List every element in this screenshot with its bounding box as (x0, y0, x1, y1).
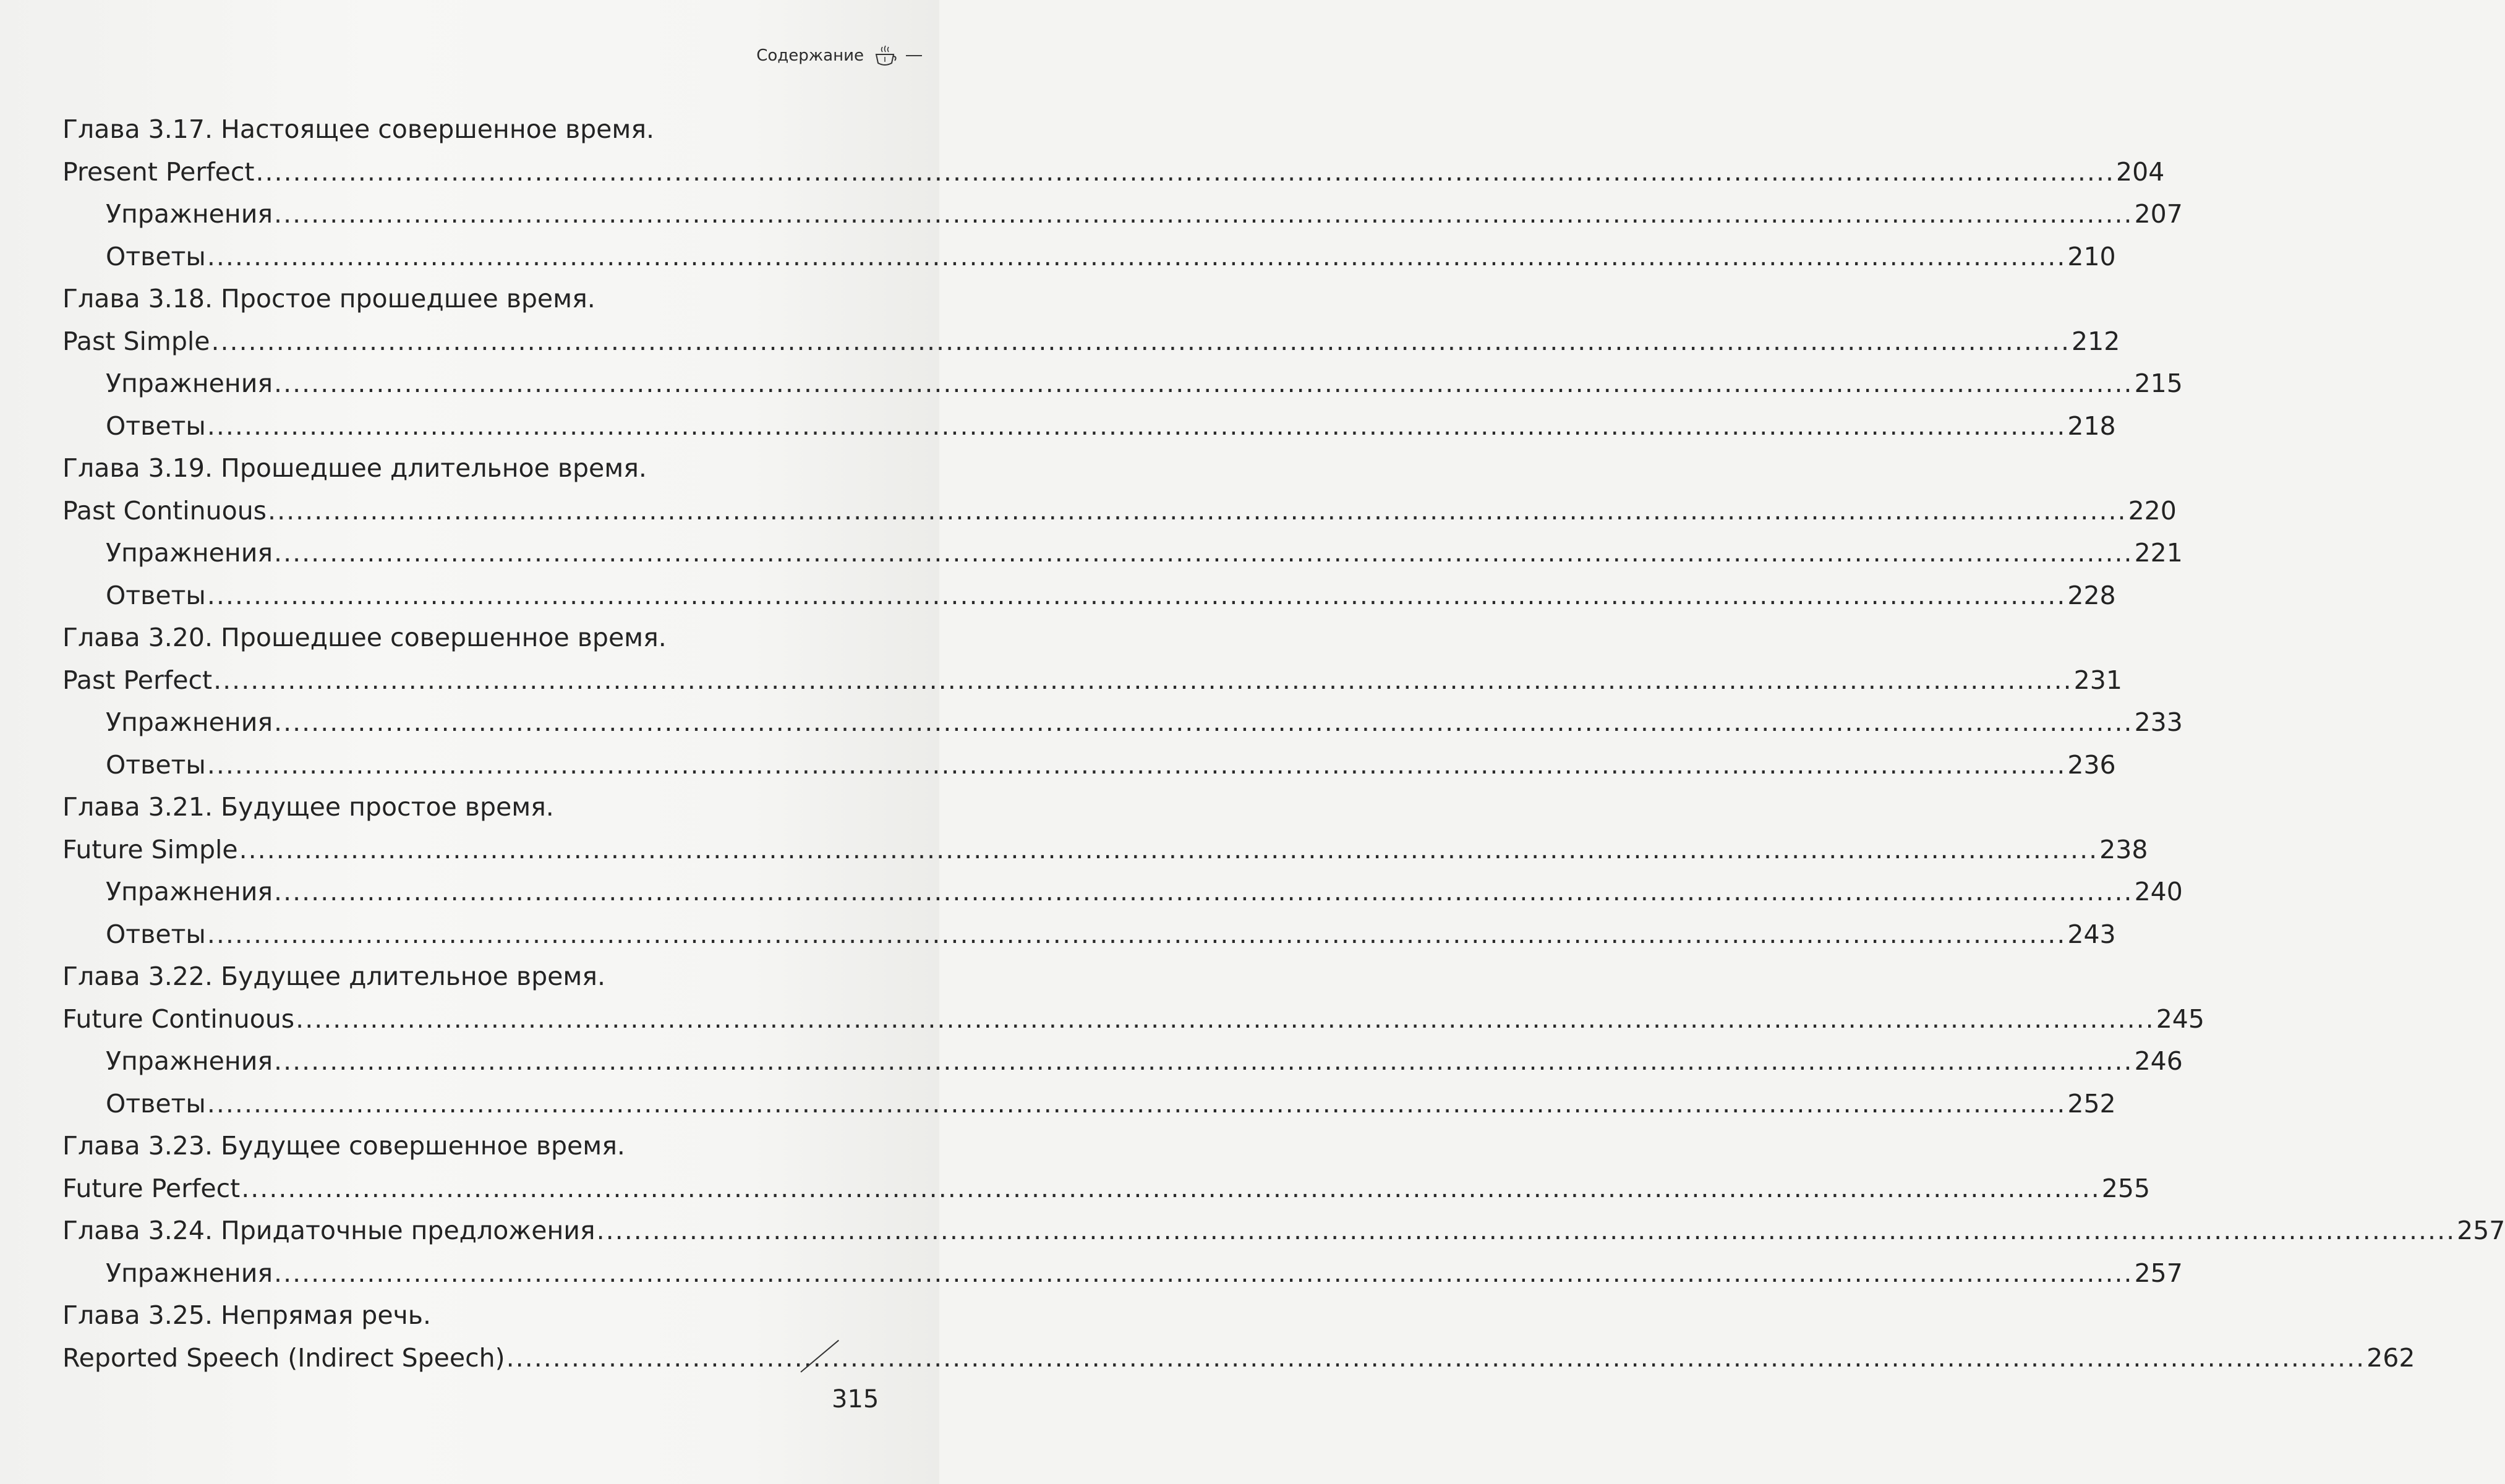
toc-subentry (62, 913, 2116, 956)
toc-entry (62, 1167, 2151, 1210)
dot-leader: ........................................................................................................................................................................................................ (207, 241, 2067, 271)
toc-entry-label: Past Perfect (62, 665, 213, 695)
toc-chapter-title: Глава 3.17. Настоящее совершенное время. (62, 114, 655, 144)
toc-entry (62, 998, 2204, 1041)
toc-entry (62, 151, 2165, 194)
toc-subentry (62, 871, 2183, 913)
dot-leader: ........................................................................................................................................................................................................ (207, 411, 2067, 441)
toc-entry-label: Упражнения (106, 538, 273, 568)
toc-page-number: 218 (2067, 411, 2116, 441)
dot-leader: ........................................................................................................................................................................................................ (207, 749, 2067, 780)
toc-entry-label: Упражнения (106, 707, 273, 737)
toc-page-number: 238 (2099, 834, 2148, 864)
toc-entry (62, 1337, 2415, 1380)
toc-entry-label: Future Simple (62, 834, 238, 864)
toc-page-number: 215 (2134, 369, 2183, 398)
dot-leader: ........................................................................................................................................................................................................ (274, 707, 2133, 737)
toc-page-number: 243 (2067, 919, 2116, 949)
toc-page-number: 207 (2134, 199, 2183, 229)
toc-page-number: 252 (2067, 1088, 2116, 1119)
toc-chapter-title: Глава 3.23. Будущее совершенное время. (62, 1131, 625, 1161)
toc-entry (62, 1209, 2505, 1252)
toc-chapter-title: Глава 3.19. Прошедшее длительное время. (62, 453, 647, 483)
toc-entry-label: Present Perfect (62, 156, 255, 187)
toc-page-number: 262 (2366, 1342, 2415, 1373)
toc-entry (62, 829, 2148, 871)
toc-page-number: 233 (2134, 707, 2183, 737)
page-header (756, 42, 922, 69)
header-dash (906, 55, 922, 56)
toc-entry-label: Упражнения (106, 877, 273, 906)
toc-entry-label: Ответы (106, 580, 206, 610)
toc-entry-label: Упражнения (106, 1046, 273, 1076)
toc-chapter-title: Глава 3.18. Простое прошедшее время. (62, 284, 595, 313)
toc-page-number: 221 (2134, 538, 2183, 568)
toc-entry-label: Ответы (106, 411, 206, 441)
toc-subentry (62, 1040, 2183, 1083)
toc-page-number: 255 (2101, 1173, 2151, 1203)
toc-subentry (62, 1252, 2183, 1295)
toc-page-number: 246 (2134, 1046, 2183, 1076)
toc-entry-label: Ответы (106, 919, 206, 949)
toc-page-number: 257 (2134, 1258, 2183, 1288)
dot-leader: ........................................................................................................................................................................................................ (211, 326, 2071, 356)
page-number: 315 (832, 1385, 879, 1414)
toc-page-number: 212 (2072, 326, 2120, 356)
toc-entry-label: Reported Speech (Indirect Speech) (62, 1342, 505, 1373)
toc-page-number: 236 (2067, 749, 2116, 780)
toc-page-number: 240 (2134, 877, 2183, 906)
toc-chapter-title: Глава 3.21. Будущее простое время. (62, 792, 554, 822)
toc-entry-label: Future Perfect (62, 1173, 241, 1203)
toc-subentry (62, 532, 2183, 574)
toc-subentry (62, 701, 2183, 744)
toc-subentry (62, 744, 2116, 787)
toc-entry-label: Ответы (106, 1088, 206, 1119)
coffee-cup-icon (871, 42, 898, 69)
toc-page-number: 245 (2156, 1004, 2204, 1034)
toc-subentry (62, 574, 2116, 617)
toc-entry (62, 659, 2122, 702)
toc-chapter-title: Глава 3.25. Непрямая речь. (62, 1300, 431, 1330)
toc-entry-label: Упражнения (106, 369, 273, 398)
dot-leader: ........................................................................................................................................................................................................ (274, 877, 2133, 906)
toc-entry (62, 490, 2177, 532)
toc-chapter-title: Глава 3.22. Будущее длительное время. (62, 962, 605, 991)
toc-entry-label: Ответы (106, 749, 206, 780)
toc-entry-label: Past Continuous (62, 495, 267, 526)
toc-page-number: 228 (2067, 580, 2116, 610)
dot-leader: ........................................................................................................................................................................................................ (596, 1216, 2456, 1245)
toc-subentry (62, 236, 2116, 278)
toc-entry-label: Ответы (106, 241, 206, 271)
toc-entry-label: Future Continuous (62, 1004, 295, 1034)
toc-page-number: 204 (2116, 156, 2165, 187)
dot-leader: ........................................................................................................................................................................................................ (274, 199, 2133, 229)
dot-leader: ........................................................................................................................................................................................................ (296, 1004, 2155, 1034)
toc-entry (62, 320, 2120, 363)
dot-leader: ........................................................................................................................................................................................................ (274, 1046, 2133, 1076)
toc-page-number: 210 (2067, 241, 2116, 271)
toc-subentry (62, 362, 2183, 405)
toc-entry-label: Упражнения (106, 199, 273, 229)
toc-entry-label: Past Simple (62, 326, 210, 356)
dot-leader: ........................................................................................................................................................................................................ (255, 156, 2115, 187)
section-title: Содержание (756, 46, 864, 65)
toc-subentry (62, 193, 2183, 236)
dot-leader: ........................................................................................................................................................................................................ (274, 1258, 2133, 1288)
dot-leader: ........................................................................................................................................................................................................ (207, 919, 2067, 949)
dot-leader: ........................................................................................................................................................................................................ (268, 495, 2127, 526)
table-of-contents (62, 108, 2505, 1379)
dot-leader: ........................................................................................................................................................................................................ (241, 1173, 2101, 1203)
dot-leader: ........................................................................................................................................................................................................ (213, 665, 2073, 695)
toc-subentry (62, 1083, 2116, 1125)
toc-page-number: 231 (2073, 665, 2122, 695)
dot-leader: ........................................................................................................................................................................................................ (506, 1342, 2366, 1373)
dot-leader: ........................................................................................................................................................................................................ (274, 369, 2133, 398)
toc-entry-label: Упражнения (106, 1258, 273, 1288)
dot-leader: ........................................................................................................................................................................................................ (207, 1088, 2067, 1119)
toc-subentry (62, 405, 2116, 448)
toc-page-number: 257 (2457, 1216, 2505, 1245)
toc-chapter-title: Глава 3.20. Прошедшее совершенное время. (62, 623, 667, 652)
toc-entry-label: Глава 3.24. Придаточные предложения (62, 1216, 595, 1245)
dot-leader: ........................................................................................................................................................................................................ (239, 834, 2099, 864)
toc-page-number: 220 (2128, 495, 2177, 526)
dot-leader: ........................................................................................................................................................................................................ (207, 580, 2067, 610)
dot-leader: ........................................................................................................................................................................................................ (274, 538, 2133, 568)
